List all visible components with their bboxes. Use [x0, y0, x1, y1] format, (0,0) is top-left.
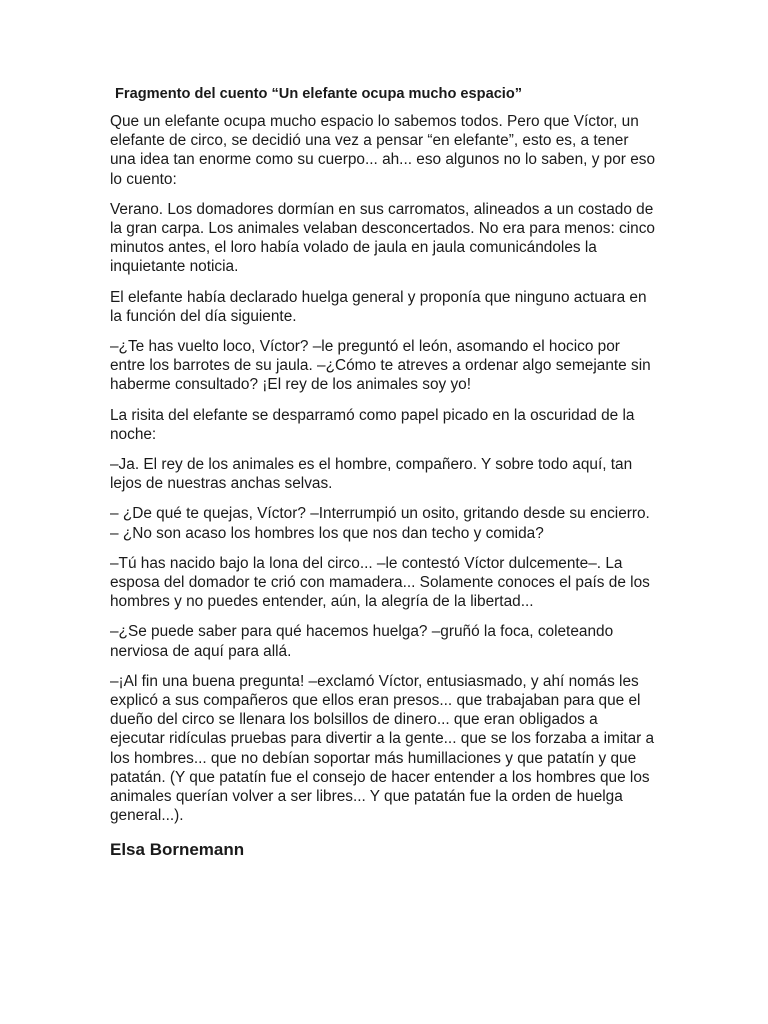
document-body	[110, 85, 658, 860]
paragraph-line: esposa del domador te crió con mamadera... Solamente conoces el país de los	[110, 574, 650, 592]
paragraph	[110, 622, 658, 660]
paragraph-line: lejos de nuestras anchas selvas.	[110, 475, 333, 493]
paragraph	[110, 406, 658, 444]
paragraph-line: noche:	[110, 425, 157, 443]
author-name: Elsa Bornemann	[110, 839, 245, 859]
paragraph-line: El elefante había declarado huelga general y proponía que ninguno actuara en	[110, 288, 647, 306]
paragraph-line: elefante de circo, se decidió una vez a pensar “en elefante”, esto es, a tener	[110, 132, 629, 150]
paragraph-line: dueño del circo se llenara los bolsillos de dinero... que eran obligados a	[110, 711, 598, 729]
paragraph-line: general...).	[110, 807, 184, 825]
paragraph-line: –¿Se puede saber para qué hacemos huelga? –gruñó la foca, coleteando	[110, 623, 614, 641]
paragraph-line: nerviosa de aquí para allá.	[110, 642, 292, 660]
paragraph	[110, 200, 658, 277]
paragraph-line: La risita del elefante se desparramó como papel picado en la oscuridad de la	[110, 406, 635, 424]
paragraph	[110, 554, 658, 612]
paragraph-line: – ¿De qué te quejas, Víctor? –Interrumpió un osito, gritando desde su encierro.	[110, 505, 650, 523]
paragraph-line: Que un elefante ocupa mucho espacio lo sabemos todos. Pero que Víctor, un	[110, 113, 639, 130]
document-title: Fragmento del cuento “Un elefante ocupa mucho espacio”	[115, 86, 523, 102]
paragraph	[110, 288, 658, 326]
paragraph-line: explicó a sus compañeros que ellos eran presos... que trabajaban para que el	[110, 692, 641, 710]
paragraph-line: – ¿No son acaso los hombres los que nos dan techo y comida?	[110, 524, 544, 542]
paragraph	[110, 337, 658, 395]
paragraph-line: –¡Al fin una buena pregunta! –exclamó Víctor, entusiasmado, y ahí nomás les	[110, 672, 639, 690]
paragraph-line: haberme consultado? ¡El rey de los animales soy yo!	[110, 376, 472, 394]
paragraph-line: la función del día siguiente.	[110, 307, 297, 325]
paragraph-line: la gran carpa. Los animales velaban desconcertados. No era para menos: cinco	[110, 220, 655, 238]
paragraph-list	[110, 112, 658, 826]
paragraph-line: Verano. Los domadores dormían en sus carromatos, alineados a un costado de	[110, 200, 654, 218]
paragraph-line: patatán. (Y que patatín fue el consejo de hacer entender a los hombres que los	[110, 768, 650, 786]
paragraph-line: una idea tan enorme como su cuerpo... ah... eso algunos no lo saben, y por eso	[110, 151, 656, 169]
paragraph-line: animales querían volver a ser libres... Y que patatán fue la orden de huelga	[110, 788, 623, 806]
paragraph	[110, 504, 658, 542]
paragraph-line: minutos antes, el loro había volado de jaula en jaula comunicándoles la	[110, 239, 597, 257]
paragraph-line: –¿Te has vuelto loco, Víctor? –le preguntó el león, asomando el hocico por	[110, 338, 620, 356]
paragraph-line: inquietante noticia.	[110, 258, 239, 276]
paragraph-line: ejecutar ridículas pruebas para divertir a la gente... que se los forzaba a imitar a	[110, 730, 655, 748]
paragraph-line: –Ja. El rey de los animales es el hombre, compañero. Y sobre todo aquí, tan	[110, 456, 633, 474]
paragraph	[110, 455, 658, 493]
paragraph-line: los hombres... que no debían soportar más humillaciones y que patatín y que	[110, 749, 637, 767]
paragraph	[110, 112, 658, 189]
paragraph-line: hombres y no puedes entender, aún, la alegría de la libertad...	[110, 593, 534, 611]
paragraph-line: entre los barrotes de su jaula. –¿Cómo te atreves a ordenar algo semejante sin	[110, 357, 651, 375]
paragraph-line: lo cuento:	[110, 170, 177, 188]
paragraph	[110, 672, 658, 826]
paragraph-line: –Tú has nacido bajo la lona del circo... –le contestó Víctor dulcemente–. La	[110, 554, 623, 572]
